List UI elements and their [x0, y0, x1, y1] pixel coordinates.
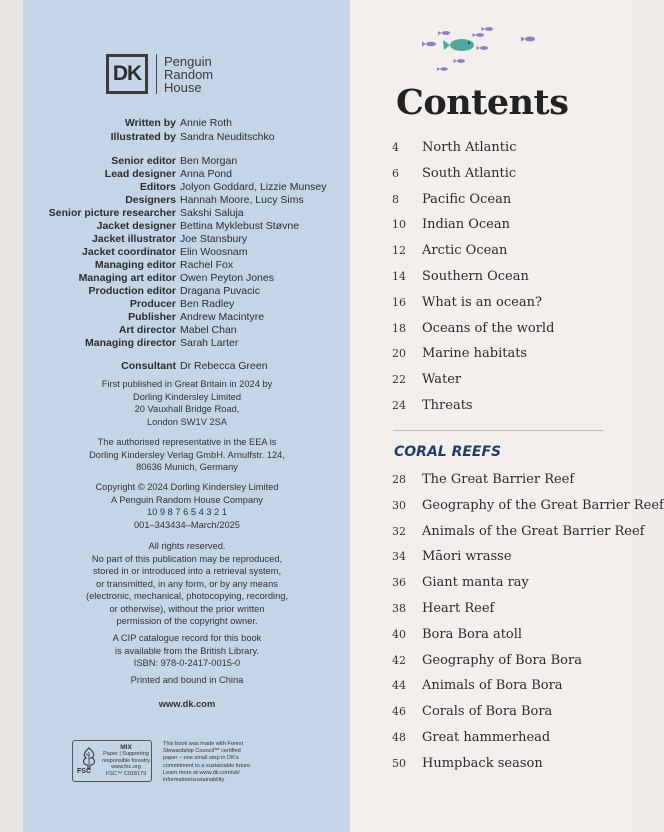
imprint-line: Printed and bound in China [130, 675, 244, 685]
note-line: paper – one small step in DK's [163, 755, 239, 762]
credit-name: Sarah Larter [180, 337, 239, 349]
credit-row [23, 181, 350, 194]
imprint-block [30, 674, 344, 687]
credit-role: Written by [124, 117, 176, 129]
fsc-line: www.fsc.org [111, 764, 141, 771]
toc-entry-title: Threats [422, 398, 473, 413]
credit-role: Art director [118, 324, 176, 336]
toc-page-number: 44 [392, 679, 406, 693]
toc-page-number: 12 [392, 244, 406, 258]
credit-name: Dr Rebecca Green [180, 360, 268, 372]
note-line: information/sustainability [163, 777, 225, 784]
imprint-line: stored in or introduced into a retrieval system, [92, 566, 282, 576]
toc-entry-title: Humpback season [422, 755, 543, 771]
imprint-line: Dorling Kindersley Verlag GmbH. Arnulfstr. 124, [89, 449, 285, 460]
toc-entry-title: What is an ocean? [422, 294, 542, 310]
toc-page-number: 4 [392, 141, 399, 154]
credit-name: Owen Peyton Jones [180, 272, 274, 284]
imprint-line: A Penguin Random House Company [111, 494, 263, 505]
fish-big-icon [443, 39, 474, 51]
fsc-label-text [101, 745, 151, 777]
toc-page-number: 10 [392, 218, 406, 232]
fsc-line: responsible forestry [102, 757, 150, 764]
credit-name: Hannah Moore, Lucy Sims [180, 194, 304, 206]
credit-row [23, 259, 350, 272]
imprint-line: (electronic, mechanical, photocopying, recording, [85, 591, 289, 601]
publisher-wordmark [164, 55, 213, 94]
credit-name: Elin Woosnam [180, 246, 248, 258]
credit-role: Producer [129, 298, 176, 310]
imprint-block [30, 378, 344, 428]
toc-page-number: 16 [392, 295, 406, 309]
imprint-line: 10 9 8 7 6 5 4 3 2 1 [146, 507, 228, 517]
imprint-line: London SW1V 2SA [146, 416, 228, 427]
toc-page-number: 22 [392, 373, 406, 387]
imprint-line: First published in Great Britain in 2024 by [101, 379, 273, 389]
publisher-logo [106, 54, 213, 94]
credit-row [23, 155, 350, 168]
credit-role: Senior picture researcher [48, 207, 176, 219]
wordmark-line: Penguin [164, 53, 212, 69]
fsc-line: FSC™ C018179 [105, 770, 147, 777]
credit-role: Production editor [88, 285, 176, 297]
credit-row [23, 324, 350, 337]
credit-row [23, 131, 350, 144]
toc-entry-title: Great hammerhead [422, 730, 551, 745]
credit-name: Sakshi Saluja [180, 207, 244, 219]
imprint-block [30, 481, 344, 531]
toc-entry-title: Southern Ocean [422, 269, 529, 284]
imprint-line: permission of the copyright owner. [116, 616, 258, 626]
imprint-line: ISBN: 978-0-2417-0015-0 [133, 658, 241, 668]
toc-entry-title: Māori wrasse [422, 549, 512, 565]
section-heading-coral-reefs: CORAL REEFS [394, 444, 502, 460]
toc-page-number: 48 [392, 731, 406, 744]
toc-page-number: 46 [392, 705, 406, 719]
imprint-line: 80636 Munich, Germany [136, 462, 238, 472]
toc-page-number: 20 [392, 347, 406, 361]
credit-role: Illustrated by [110, 131, 176, 143]
credit-row [23, 117, 350, 130]
toc-entry-title: Pacific Ocean [422, 191, 512, 207]
credit-name: Anna Pond [180, 168, 232, 180]
imprint-block [30, 632, 344, 670]
imprint-line: No part of this publication may be reproduced, [91, 553, 283, 564]
toc-page-number: 32 [392, 524, 406, 538]
credit-name: Ben Radley [180, 298, 235, 310]
credit-row [23, 194, 350, 207]
contents-title: Contents [396, 82, 569, 123]
fish-school-illustration [416, 24, 540, 74]
website-link[interactable]: www.dk.com [158, 699, 216, 709]
credit-role: Jacket coordinator [82, 246, 176, 258]
toc-page-number: 40 [392, 627, 406, 641]
fsc-label [72, 740, 152, 782]
credit-name: Sandra Neuditschko [180, 131, 275, 143]
small-fish-icons [422, 27, 535, 71]
toc-entry-title: Marine habitats [422, 346, 528, 362]
imprint-line: The authorised representative in the EEA is [97, 437, 277, 447]
toc-entry-title: Geography of Bora Bora [422, 652, 582, 668]
toc-entry-title: South Atlantic [422, 165, 517, 181]
toc-entry-title: Animals of Bora Bora [422, 678, 563, 694]
toc-page-number: 18 [392, 321, 406, 335]
toc-page-number: 42 [392, 653, 406, 667]
credit-role: Jacket illustrator [91, 233, 176, 245]
credit-name: Andrew Macintyre [180, 311, 265, 323]
credit-role: Consultant [121, 360, 176, 372]
credit-row [23, 298, 350, 311]
toc-entry-title: Geography of the Great Barrier Reef [422, 497, 664, 513]
credit-row [23, 337, 350, 350]
credit-name: Bettina Myklebust Støvne [180, 220, 300, 232]
imprint-line: A CIP catalogue record for this book [112, 633, 262, 643]
note-line: Stewardship Council™ certified [163, 748, 241, 755]
toc-entry-title: Giant manta ray [422, 575, 529, 591]
toc-entry-title: Corals of Bora Bora [422, 704, 553, 720]
imprint-line: is available from the British Library. [115, 645, 259, 656]
toc-entry-title: Bora Bora atoll [422, 626, 523, 642]
credit-name: Jolyon Goddard, Lizzie Munsey [180, 181, 327, 193]
toc-entry-title: Heart Reef [422, 601, 495, 616]
imprint-line: Dorling Kindersley Limited [133, 391, 241, 402]
credit-row [23, 168, 350, 181]
toc-entry-title: Arctic Ocean [422, 243, 508, 259]
note-line: This book was made with Forest [163, 741, 244, 747]
toc-entry-title: Animals of the Great Barrier Reef [422, 523, 645, 539]
credit-role: Editors [139, 181, 176, 193]
fsc-logo-text: FSC [77, 768, 91, 775]
toc-page-number: 50 [392, 756, 406, 770]
toc-page-number: 6 [392, 166, 399, 180]
credit-name: Mabel Chan [180, 324, 237, 336]
credit-row [23, 246, 350, 259]
page-edge [0, 0, 23, 832]
toc-entry-title: Water [422, 372, 462, 388]
fsc-line: Paper | Supporting [103, 751, 149, 758]
sustainability-note [163, 741, 293, 784]
credit-name: Ben Morgan [180, 155, 238, 167]
imprint-line: Copyright © 2024 Dorling Kindersley Limited [95, 482, 279, 492]
credit-row [23, 233, 350, 246]
logo-divider [156, 54, 157, 94]
fsc-mix: MIX [120, 744, 132, 751]
credit-role: Managing art editor [78, 272, 176, 284]
toc-entry-title: Indian Ocean [422, 217, 510, 233]
credit-row [23, 285, 350, 298]
credit-role: Managing editor [94, 259, 176, 271]
credit-role: Managing director [84, 337, 176, 349]
imprint-block [30, 540, 344, 628]
toc-page-number: 34 [392, 550, 406, 564]
section-divider [393, 430, 603, 431]
credit-role: Senior editor [111, 155, 176, 167]
toc-entry-title: North Atlantic [422, 140, 517, 155]
toc-page-number: 38 [392, 602, 406, 615]
credit-row [23, 272, 350, 285]
imprint-line: 20 Vauxhall Bridge Road, [134, 404, 240, 414]
imprint-block [30, 436, 344, 474]
credit-name: Rachel Fox [180, 259, 234, 271]
credit-role: Jacket designer [96, 220, 176, 232]
credit-row [23, 311, 350, 324]
toc-page-number: 30 [392, 498, 406, 512]
toc-page-number: 24 [392, 399, 406, 412]
credit-name: Dragana Puvacic [180, 285, 260, 297]
toc-page-number: 14 [392, 270, 406, 283]
credit-role: Publisher [128, 311, 176, 323]
credit-row [23, 220, 350, 233]
toc-entry-title: The Great Barrier Reef [422, 472, 575, 487]
credit-role: Lead designer [104, 168, 176, 180]
imprint-line: or transmitted, in any form, or by any means [96, 578, 278, 589]
toc-entry-title: Oceans of the world [422, 320, 555, 336]
credit-name: Annie Roth [180, 117, 232, 129]
toc-page-number: 8 [392, 192, 399, 206]
credit-role: Designers [125, 194, 176, 206]
wordmark-line: Random [164, 66, 214, 82]
imprint-line: 001–343434–March/2025 [134, 519, 240, 530]
imprint-line: All rights reserved. [148, 541, 226, 551]
credit-row [23, 360, 350, 373]
credit-row [23, 207, 350, 220]
imprint-line: or otherwise), without the prior written [109, 603, 265, 614]
wordmark-line: House [164, 79, 202, 95]
toc-page-number: 28 [392, 473, 406, 486]
toc-page-number: 36 [392, 576, 406, 590]
credit-name: Joe Stansbury [180, 233, 248, 245]
note-line: Learn more at www.dk.com/uk/ [163, 769, 240, 776]
dk-logo-mark: DK [106, 54, 148, 94]
note-line: commitment to a sustainable future. [163, 762, 252, 769]
